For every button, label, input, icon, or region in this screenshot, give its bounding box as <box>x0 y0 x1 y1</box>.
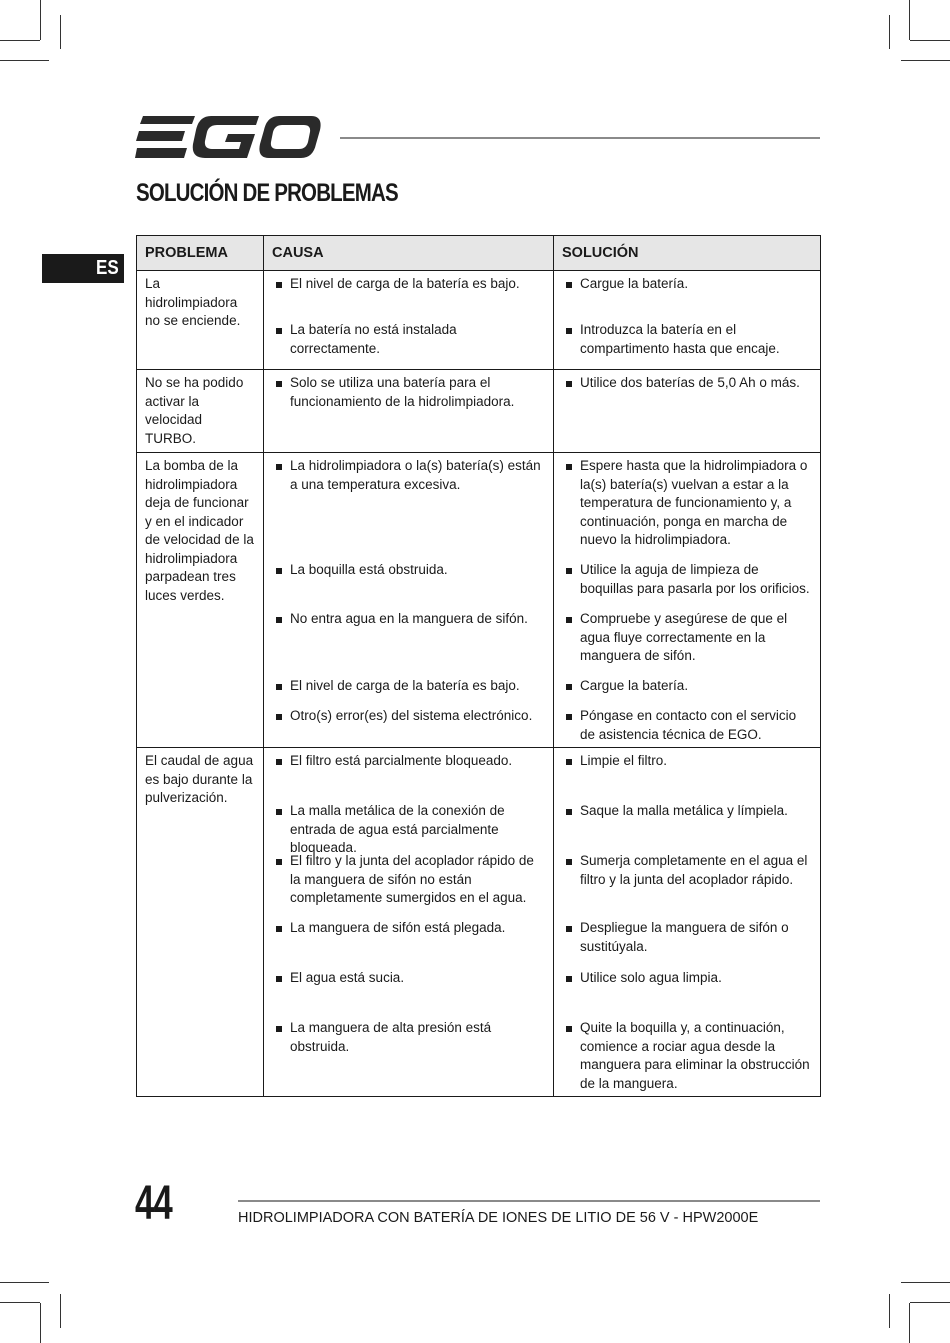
crop-mark <box>40 0 41 40</box>
problem-cell: El caudal de agua es bajo durante la pulverización. <box>137 748 264 1097</box>
crop-mark <box>889 15 890 49</box>
cause-item: La manguera de alta presión está obstruida. <box>276 1019 545 1093</box>
language-tab-label: ES <box>96 257 119 279</box>
cause-item: El nivel de carga de la batería es bajo. <box>276 677 545 707</box>
header-problem: PROBLEMA <box>137 236 264 271</box>
cause-item: Solo se utiliza una batería para el funcionamiento de la hidrolimpiadora. <box>276 374 545 411</box>
cause-item: El agua está sucia. <box>276 969 545 1019</box>
cause-item: Otro(s) error(es) del sistema electrónico. <box>276 707 545 744</box>
crop-mark <box>901 1282 950 1283</box>
cause-item: La malla metálica de la conexión de entrada de agua está parcialmente bloqueada. <box>276 802 545 852</box>
crop-mark <box>40 1303 41 1343</box>
solution-cell <box>554 271 821 370</box>
footer-rule <box>238 1200 820 1202</box>
table-row <box>137 370 821 453</box>
cause-cell <box>264 453 554 748</box>
solution-item: Póngase en contacto con el servicio de asistencia técnica de EGO. <box>566 707 812 744</box>
crop-mark <box>60 15 61 49</box>
crop-mark <box>0 1302 40 1303</box>
crop-mark <box>909 0 910 40</box>
crop-mark <box>901 60 950 61</box>
solution-item: Saque la malla metálica y límpiela. <box>566 802 812 852</box>
solution-item: Compruebe y asegúrese de que el agua fluye correctamente en la manguera de sifón. <box>566 610 812 677</box>
ego-logo <box>135 116 321 158</box>
table-row <box>137 748 821 1097</box>
header-solution: SOLUCIÓN <box>554 236 821 271</box>
solution-item: Espere hasta que la hidrolimpiadora o la(s) batería(s) vuelvan a estar a la temperatura de funcionamiento y, a continuación, ponga en marcha de nuevo la hidrolimpiadora. <box>566 457 812 561</box>
crop-mark <box>909 1303 910 1343</box>
cause-item: La hidrolimpiadora o la(s) batería(s) están a una temperatura excesiva. <box>276 457 545 561</box>
crop-mark <box>0 60 49 61</box>
cause-item: El filtro y la junta del acoplador rápido de la manguera de sifón no están completamente sumergidos en el agua. <box>276 852 545 919</box>
troubleshooting-table <box>136 235 821 1097</box>
header-rule <box>340 137 820 139</box>
problem-cell: La hidrolimpiadora no se enciende. <box>137 271 264 370</box>
page-number: 44 <box>135 1177 173 1230</box>
crop-mark <box>60 1294 61 1328</box>
footer-product-line: HIDROLIMPIADORA CON BATERÍA DE IONES DE LITIO DE 56 V - HPW2000E <box>238 1210 759 1226</box>
cause-item: El nivel de carga de la batería es bajo. <box>276 275 545 321</box>
solution-item: Utilice dos baterías de 5,0 Ah o más. <box>566 374 812 393</box>
solution-cell <box>554 453 821 748</box>
crop-mark <box>889 1294 890 1328</box>
solution-item: Utilice solo agua limpia. <box>566 969 812 1019</box>
solution-item: Cargue la batería. <box>566 677 812 707</box>
cause-cell <box>264 271 554 370</box>
solution-item: Cargue la batería. <box>566 275 812 321</box>
language-tab <box>42 254 124 283</box>
table-row <box>137 453 821 748</box>
solution-item: Limpie el filtro. <box>566 752 812 802</box>
problem-cell: La bomba de la hidrolimpiadora deja de funcionar y en el indicador de velocidad de la hidrolimpiadora parpadean tres luces verdes. <box>137 453 264 748</box>
cause-item: La batería no está instalada correctamente. <box>276 321 545 366</box>
crop-mark <box>910 40 950 41</box>
problem-cell: No se ha podido activar la velocidad TURBO. <box>137 370 264 453</box>
solution-item: Quite la boquilla y, a continuación, comience a rociar agua desde la manguera para eliminar la obstrucción de la manguera. <box>566 1019 812 1093</box>
page-title: SOLUCIÓN DE PROBLEMAS <box>136 179 398 207</box>
crop-mark <box>0 1282 49 1283</box>
crop-mark <box>910 1302 950 1303</box>
solution-cell <box>554 748 821 1097</box>
solution-item: Utilice la aguja de limpieza de boquillas para pasarla por los orificios. <box>566 561 812 610</box>
cause-cell <box>264 748 554 1097</box>
cause-item: La manguera de sifón está plegada. <box>276 919 545 969</box>
solution-cell <box>554 370 821 453</box>
cause-item: El filtro está parcialmente bloqueado. <box>276 752 545 802</box>
cause-item: No entra agua en la manguera de sifón. <box>276 610 545 677</box>
table-row <box>137 271 821 370</box>
solution-item: Despliegue la manguera de sifón o sustitúyala. <box>566 919 812 969</box>
table-header-row <box>137 236 821 271</box>
crop-mark <box>0 40 40 41</box>
cause-cell <box>264 370 554 453</box>
solution-item: Introduzca la batería en el compartimento hasta que encaje. <box>566 321 812 366</box>
solution-item: Sumerja completamente en el agua el filtro y la junta del acoplador rápido. <box>566 852 812 919</box>
cause-item: La boquilla está obstruida. <box>276 561 545 610</box>
header-cause: CAUSA <box>264 236 554 271</box>
